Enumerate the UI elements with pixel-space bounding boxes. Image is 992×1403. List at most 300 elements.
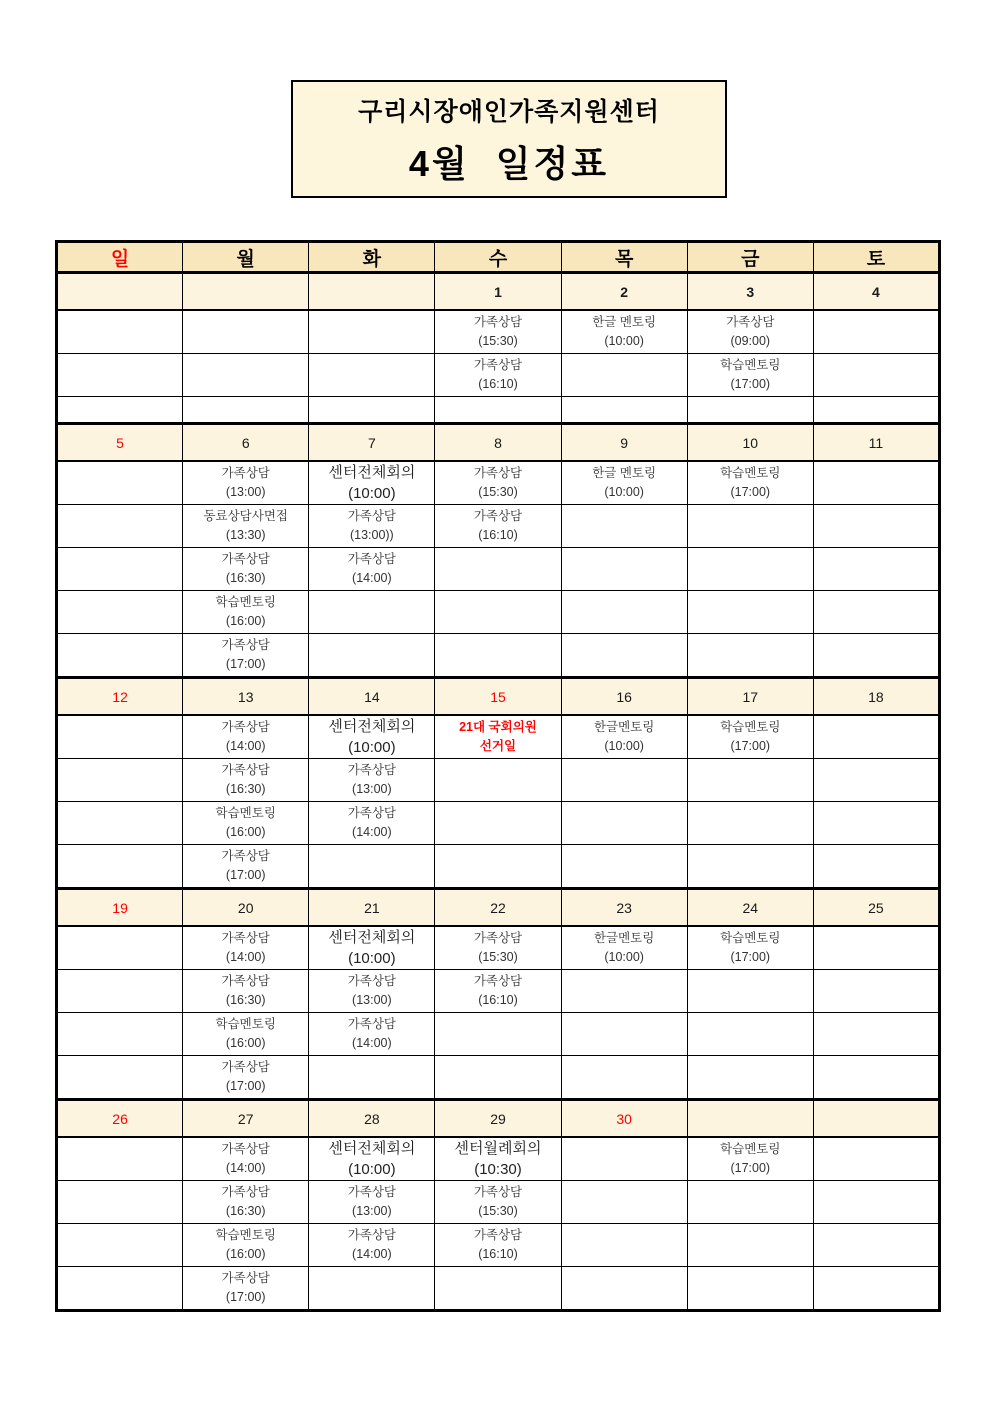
date-cell: [813, 1100, 939, 1138]
empty-cell: [687, 634, 813, 678]
empty-cell: [57, 1224, 183, 1267]
event-cell: [561, 461, 687, 505]
day-header-sat: 토: [813, 242, 939, 273]
event-name: 가족상담: [473, 358, 523, 372]
date-cell: 8: [435, 424, 561, 462]
event-cell: [183, 634, 309, 678]
event-cell: [183, 461, 309, 505]
date-cell: 7: [309, 424, 435, 462]
event-time: (17:00): [225, 1290, 266, 1304]
empty-cell: [687, 548, 813, 591]
empty-cell: [309, 634, 435, 678]
empty-cell: [561, 1013, 687, 1056]
calendar-table: [55, 240, 941, 1312]
empty-cell: [813, 802, 939, 845]
empty-cell: [57, 354, 183, 397]
event-time: (16:00): [225, 614, 266, 628]
event-name: 가족상담: [221, 763, 270, 777]
event-cell: [183, 1056, 309, 1100]
event-time: (14:00): [352, 571, 392, 585]
event-row: [57, 1267, 940, 1311]
event-name: 가족상담: [221, 1142, 270, 1156]
event-cell: [183, 505, 309, 548]
event-name: 한글 멘토링: [592, 466, 657, 480]
day-header-row: [57, 242, 940, 273]
empty-cell: [813, 1181, 939, 1224]
empty-cell: [813, 970, 939, 1013]
event-cell: [309, 548, 435, 591]
empty-cell: [309, 845, 435, 889]
empty-cell: [57, 548, 183, 591]
date-cell: 9: [561, 424, 687, 462]
empty-cell: [561, 634, 687, 678]
event-cell: [435, 926, 561, 970]
empty-cell: [57, 310, 183, 354]
event-cell: [687, 1137, 813, 1181]
empty-cell: [57, 1013, 183, 1056]
empty-cell: [561, 1224, 687, 1267]
empty-cell: [435, 591, 561, 634]
event-cell: [183, 1181, 309, 1224]
date-cell: [183, 273, 309, 311]
date-cell: 25: [813, 889, 939, 927]
event-cell: [309, 759, 435, 802]
event-cell: [183, 548, 309, 591]
event-name: 가족상담: [473, 974, 523, 988]
empty-cell: [57, 505, 183, 548]
empty-cell: [813, 310, 939, 354]
empty-cell: [561, 802, 687, 845]
event-name: 가족상담: [221, 1060, 270, 1074]
event-time: (09:00): [730, 334, 771, 348]
date-cell: 3: [687, 273, 813, 311]
event-cell: [309, 715, 435, 759]
event-row: [57, 397, 940, 424]
date-cell: 18: [813, 678, 939, 716]
empty-cell: [813, 461, 939, 505]
event-row: [57, 1013, 940, 1056]
empty-cell: [435, 1267, 561, 1311]
event-name: 한글멘토링: [593, 931, 655, 945]
event-time: (16:00): [225, 825, 266, 839]
event-name: 가족상담: [347, 509, 396, 523]
event-name: 가족상담: [347, 806, 396, 820]
empty-cell: [57, 634, 183, 678]
event-cell: [435, 310, 561, 354]
date-cell: 17: [687, 678, 813, 716]
event-row: [57, 634, 940, 678]
event-time: (10:00): [348, 950, 396, 967]
empty-cell: [813, 354, 939, 397]
event-time: (17:00): [225, 1079, 266, 1093]
event-time: (16:30): [225, 1204, 266, 1218]
event-time: (10:00): [348, 1161, 396, 1178]
event-name: 가족상담: [221, 638, 270, 652]
empty-cell: [561, 397, 687, 424]
empty-cell: [57, 802, 183, 845]
empty-cell: [561, 1056, 687, 1100]
event-time: (13:00): [225, 485, 266, 499]
event-time: (10:30): [474, 1161, 522, 1178]
empty-cell: [309, 1267, 435, 1311]
empty-cell: [561, 591, 687, 634]
empty-cell: [687, 970, 813, 1013]
empty-cell: [183, 354, 309, 397]
event-time: (14:00): [225, 739, 266, 753]
event-time: (13:00): [352, 1204, 392, 1218]
empty-cell: [435, 845, 561, 889]
empty-cell: [687, 1013, 813, 1056]
empty-cell: [813, 926, 939, 970]
empty-cell: [309, 1056, 435, 1100]
empty-cell: [813, 397, 939, 424]
event-time: (16:00): [225, 1247, 266, 1261]
event-time: (13:30): [225, 528, 266, 542]
event-time: (16:30): [225, 993, 266, 1007]
event-name: 가족상담: [221, 1185, 270, 1199]
event-time: (15:30): [478, 334, 518, 348]
empty-cell: [57, 461, 183, 505]
event-time: (17:00): [730, 377, 771, 391]
event-cell: [435, 354, 561, 397]
empty-cell: [687, 1267, 813, 1311]
event-name: 가족상담: [473, 466, 523, 480]
empty-cell: [813, 634, 939, 678]
event-name: 학습멘토링: [215, 1017, 276, 1031]
date-cell: 27: [183, 1100, 309, 1138]
empty-cell: [561, 548, 687, 591]
event-cell: [561, 926, 687, 970]
event-time: (17:00): [730, 950, 771, 964]
event-cell: [435, 1137, 561, 1181]
event-name: 가족상담: [473, 315, 523, 329]
event-name: 가족상담: [221, 849, 270, 863]
empty-cell: [57, 1181, 183, 1224]
date-cell: 5: [57, 424, 183, 462]
date-cell: 2: [561, 273, 687, 311]
empty-cell: [813, 548, 939, 591]
event-name: 가족상담: [347, 552, 396, 566]
event-cell: [309, 505, 435, 548]
event-time: (10:00): [604, 485, 644, 499]
event-cell: [561, 715, 687, 759]
day-header-wed: 수: [435, 242, 561, 273]
event-name: 가족상담: [473, 931, 523, 945]
empty-cell: [687, 845, 813, 889]
week-date-row: [57, 424, 940, 462]
date-cell: 20: [183, 889, 309, 927]
event-time: 선거일: [479, 739, 517, 753]
empty-cell: [309, 591, 435, 634]
date-cell: [309, 273, 435, 311]
event-cell: [309, 1013, 435, 1056]
date-cell: 13: [183, 678, 309, 716]
event-name: 가족상담: [473, 1185, 523, 1199]
day-header-tue: 화: [309, 242, 435, 273]
event-name: 학습멘토링: [720, 466, 781, 480]
event-cell: [183, 1224, 309, 1267]
empty-cell: [813, 591, 939, 634]
event-row: [57, 354, 940, 397]
event-time: (13:00)): [349, 528, 394, 542]
event-name: 센터전체회의: [328, 1140, 416, 1157]
empty-cell: [57, 759, 183, 802]
event-cell: [687, 715, 813, 759]
day-header-mon: 월: [183, 242, 309, 273]
event-row: [57, 715, 940, 759]
event-time: (13:00): [352, 993, 392, 1007]
event-cell: [309, 1181, 435, 1224]
event-row: [57, 505, 940, 548]
event-time: (10:00): [604, 950, 644, 964]
day-header-sun: 일: [57, 242, 183, 273]
day-header-thu: 목: [561, 242, 687, 273]
event-name: 한글멘토링: [593, 720, 655, 734]
empty-cell: [309, 397, 435, 424]
event-time: (14:00): [352, 825, 392, 839]
event-time: (16:00): [225, 1036, 266, 1050]
event-name: 학습멘토링: [215, 595, 276, 609]
empty-cell: [813, 1137, 939, 1181]
empty-cell: [561, 845, 687, 889]
empty-cell: [687, 1181, 813, 1224]
event-row: [57, 1137, 940, 1181]
event-cell: [309, 970, 435, 1013]
date-cell: 6: [183, 424, 309, 462]
event-cell: [435, 461, 561, 505]
event-name: 센터전체회의: [328, 929, 416, 946]
event-name: 가족상담: [347, 1017, 396, 1031]
empty-cell: [57, 970, 183, 1013]
event-name: 가족상담: [221, 974, 270, 988]
empty-cell: [435, 397, 561, 424]
event-name: 가족상담: [221, 552, 270, 566]
date-cell: 24: [687, 889, 813, 927]
date-cell: 19: [57, 889, 183, 927]
empty-cell: [57, 591, 183, 634]
empty-cell: [687, 505, 813, 548]
empty-cell: [57, 1267, 183, 1311]
empty-cell: [57, 1056, 183, 1100]
empty-cell: [57, 397, 183, 424]
event-cell: [183, 715, 309, 759]
event-time: (10:00): [348, 485, 396, 502]
event-time: (16:10): [478, 377, 518, 391]
event-cell: [183, 970, 309, 1013]
event-name: 가족상담: [221, 466, 270, 480]
date-cell: 1: [435, 273, 561, 311]
week-date-row: [57, 1100, 940, 1138]
org-name: 구리시장애인가족지원센터: [358, 97, 660, 126]
empty-cell: [57, 715, 183, 759]
empty-cell: [183, 310, 309, 354]
date-cell: 12: [57, 678, 183, 716]
empty-cell: [687, 802, 813, 845]
date-cell: 4: [813, 273, 939, 311]
event-time: (17:00): [730, 485, 771, 499]
event-row: [57, 1056, 940, 1100]
event-name: 학습멘토링: [215, 1228, 276, 1242]
week-date-row: [57, 273, 940, 311]
event-time: (14:00): [225, 950, 266, 964]
event-row: [57, 845, 940, 889]
event-cell: [183, 845, 309, 889]
date-cell: 23: [561, 889, 687, 927]
date-cell: 14: [309, 678, 435, 716]
empty-cell: [687, 1056, 813, 1100]
date-cell: 28: [309, 1100, 435, 1138]
event-time: (14:00): [352, 1247, 392, 1261]
event-row: [57, 926, 940, 970]
week-date-row: [57, 678, 940, 716]
empty-cell: [561, 505, 687, 548]
event-row: [57, 1181, 940, 1224]
event-name: 한글 멘토링: [592, 315, 657, 329]
event-name: 가족상담: [347, 974, 396, 988]
event-time: (17:00): [730, 739, 771, 753]
event-name: 센터전체회의: [328, 718, 416, 735]
week-date-row: [57, 889, 940, 927]
event-row: [57, 802, 940, 845]
empty-cell: [687, 397, 813, 424]
event-cell: [309, 802, 435, 845]
date-cell: 30: [561, 1100, 687, 1138]
event-name: 가족상담: [221, 1271, 270, 1285]
empty-cell: [435, 634, 561, 678]
event-time: (16:10): [478, 993, 518, 1007]
event-name: 가족상담: [726, 315, 775, 329]
empty-cell: [435, 1056, 561, 1100]
empty-cell: [813, 715, 939, 759]
event-time: (16:10): [478, 1247, 518, 1261]
event-time: (14:00): [225, 1161, 266, 1175]
title-box: [291, 80, 727, 198]
event-cell: [435, 715, 561, 759]
event-name: 가족상담: [221, 931, 270, 945]
empty-cell: [813, 505, 939, 548]
event-time: (10:00): [348, 739, 396, 756]
event-name: 센터전체회의: [328, 464, 416, 481]
date-cell: 16: [561, 678, 687, 716]
empty-cell: [309, 354, 435, 397]
date-cell: 15: [435, 678, 561, 716]
event-time: (10:00): [604, 334, 644, 348]
event-row: [57, 591, 940, 634]
event-cell: [183, 926, 309, 970]
event-cell: [687, 461, 813, 505]
page-title: 4월 일정표: [408, 142, 610, 184]
event-cell: [435, 505, 561, 548]
event-time: (13:00): [352, 782, 392, 796]
event-cell: [183, 759, 309, 802]
empty-cell: [813, 1013, 939, 1056]
event-cell: [687, 354, 813, 397]
event-time: (14:00): [352, 1036, 392, 1050]
empty-cell: [309, 310, 435, 354]
date-cell: 10: [687, 424, 813, 462]
date-cell: [687, 1100, 813, 1138]
empty-cell: [561, 1181, 687, 1224]
event-row: [57, 548, 940, 591]
event-cell: [183, 802, 309, 845]
event-time: (17:00): [225, 657, 266, 671]
empty-cell: [435, 759, 561, 802]
date-cell: 11: [813, 424, 939, 462]
empty-cell: [561, 1137, 687, 1181]
empty-cell: [813, 1056, 939, 1100]
event-cell: [561, 310, 687, 354]
event-cell: [183, 591, 309, 634]
empty-cell: [561, 970, 687, 1013]
event-time: (10:00): [604, 739, 644, 753]
event-row: [57, 759, 940, 802]
empty-cell: [435, 802, 561, 845]
empty-cell: [183, 397, 309, 424]
event-name: 학습멘토링: [720, 720, 781, 734]
event-name: 학습멘토링: [215, 806, 276, 820]
event-name: 21대 국회의원: [459, 720, 537, 734]
event-name: 가족상담: [347, 763, 396, 777]
event-cell: [183, 1267, 309, 1311]
event-cell: [183, 1013, 309, 1056]
event-time: (16:30): [225, 782, 266, 796]
date-cell: [57, 273, 183, 311]
event-name: 센터월례회의: [454, 1140, 542, 1157]
event-cell: [309, 1137, 435, 1181]
date-cell: 29: [435, 1100, 561, 1138]
event-cell: [309, 926, 435, 970]
event-time: (16:30): [225, 571, 266, 585]
empty-cell: [687, 759, 813, 802]
event-cell: [435, 1181, 561, 1224]
empty-cell: [687, 591, 813, 634]
event-name: 가족상담: [347, 1228, 396, 1242]
event-cell: [183, 1137, 309, 1181]
empty-cell: [561, 759, 687, 802]
event-cell: [687, 310, 813, 354]
event-time: (15:30): [478, 1204, 518, 1218]
empty-cell: [813, 845, 939, 889]
event-cell: [435, 970, 561, 1013]
empty-cell: [813, 1224, 939, 1267]
event-cell: [435, 1224, 561, 1267]
date-cell: 21: [309, 889, 435, 927]
event-name: 학습멘토링: [720, 1142, 781, 1156]
event-name: 가족상담: [473, 509, 523, 523]
event-time: (16:10): [478, 528, 518, 542]
empty-cell: [435, 548, 561, 591]
empty-cell: [57, 845, 183, 889]
event-name: 동료상담사면접: [203, 509, 288, 523]
empty-cell: [813, 1267, 939, 1311]
event-name: 가족상담: [347, 1185, 396, 1199]
empty-cell: [57, 1137, 183, 1181]
event-cell: [309, 461, 435, 505]
event-row: [57, 970, 940, 1013]
event-time: (15:30): [478, 950, 518, 964]
empty-cell: [561, 354, 687, 397]
day-header-fri: 금: [687, 242, 813, 273]
empty-cell: [561, 1267, 687, 1311]
event-time: (15:30): [478, 485, 518, 499]
event-name: 가족상담: [221, 720, 270, 734]
event-cell: [687, 926, 813, 970]
event-time: (17:00): [225, 868, 266, 882]
event-name: 가족상담: [473, 1228, 523, 1242]
event-name: 학습멘토링: [720, 931, 781, 945]
empty-cell: [435, 1013, 561, 1056]
event-row: [57, 461, 940, 505]
